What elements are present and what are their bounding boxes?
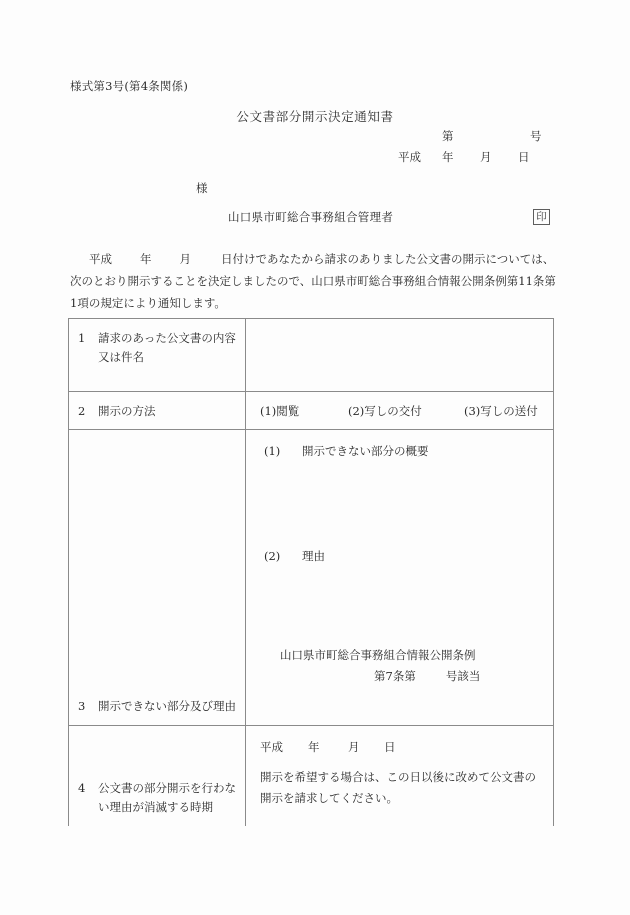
expiry-date-month-unit: 月 <box>348 740 360 754</box>
table-row <box>69 392 554 430</box>
request-date-year-unit: 年 <box>140 252 152 266</box>
disclosure-method-option-2[interactable]: (2)写しの交付 <box>348 404 422 418</box>
disclosure-form-table <box>68 318 554 826</box>
expiry-date-year-unit: 年 <box>308 740 320 754</box>
ordinance-article-suffix: 号該当 <box>445 669 481 683</box>
row3-subitem-2 <box>264 546 543 567</box>
row2-label <box>69 392 245 429</box>
row3-subitem-1-label: 開示できない部分の概要 <box>302 444 429 458</box>
row3-number: 3 <box>78 699 86 713</box>
row4-note <box>260 767 543 809</box>
expiry-date-line <box>260 737 543 758</box>
issue-date-month-unit: 月 <box>480 150 492 164</box>
row4-value-cell <box>246 726 554 827</box>
addressee-honorific: 様 <box>196 181 208 195</box>
form-code: 様式第3号(第4条関係) <box>70 79 189 93</box>
row4-note-line2: 開示を請求してください。 <box>260 791 398 805</box>
row2-number: 2 <box>78 404 86 418</box>
table-row <box>69 430 554 726</box>
disclosure-method-option-3[interactable]: (3)写しの送付 <box>464 404 538 418</box>
row3-subitem-2-label: 理由 <box>302 549 325 563</box>
seal-stamp-icon: 印 <box>533 209 550 225</box>
disclosure-method-options <box>246 392 553 419</box>
row3-value-cell <box>246 430 554 726</box>
row4-label <box>69 769 245 826</box>
body-line3: 条第1項の規定により通知します。 <box>70 274 556 310</box>
row3-label-cell <box>69 430 246 726</box>
row3-subitem-1-entry-area[interactable] <box>264 462 543 546</box>
expiry-date-era: 平成 <box>260 740 283 754</box>
issue-date-year-unit: 年 <box>442 150 454 164</box>
row3-subitem-1 <box>264 441 543 462</box>
body-line2: 次のとおり開示することを決定しましたので、山口県市町総合事務組合情報公開条例第11 <box>70 274 533 288</box>
row3-label-line1: 開示できない部分及び理由 <box>98 699 236 713</box>
table-row <box>69 319 554 392</box>
ordinance-name: 山口県市町総合事務組合情報公開条例 <box>280 648 476 662</box>
row4-label-line1: 公文書の部分開示を行わな <box>98 781 236 795</box>
row4-value <box>246 726 553 819</box>
row4-label-cell <box>69 726 246 827</box>
row1-label-line2: 又は件名 <box>98 350 144 364</box>
request-date-month-unit: 月 <box>179 252 191 266</box>
row3-value <box>246 430 553 697</box>
disclosure-method-option-1[interactable]: (1)閲覧 <box>260 404 300 418</box>
document-number-label: 第 <box>442 129 454 143</box>
row1-number: 1 <box>78 331 86 345</box>
row2-value-cell <box>246 392 554 430</box>
row4-note-line1: 開示を希望する場合は、この日以後に改めて公文書の <box>260 770 536 784</box>
document-meta-block <box>398 128 542 170</box>
expiry-date-day-unit: 日 <box>384 740 396 754</box>
row4-label-line2: い理由が消滅する時期 <box>98 800 213 814</box>
issue-date-day-unit: 日 <box>518 150 530 164</box>
row4-number: 4 <box>78 781 86 795</box>
row1-label <box>69 319 245 375</box>
ordinance-article-prefix: 第7条第 <box>374 669 416 683</box>
table-row <box>69 726 554 827</box>
row3-subitem-1-number: (1) <box>264 444 281 458</box>
document-number-unit: 号 <box>530 129 542 143</box>
body-paragraph <box>70 248 556 314</box>
row2-label-cell <box>69 392 246 430</box>
issue-date-era: 平成 <box>398 150 421 164</box>
row2-label-line1: 開示の方法 <box>98 404 156 418</box>
row3-subitem-2-entry-area[interactable] <box>264 567 543 645</box>
issuer-line <box>228 209 550 225</box>
row1-value <box>246 319 553 340</box>
request-date-era: 平成 <box>89 252 112 266</box>
issuer-name: 山口県市町総合事務組合管理者 <box>228 210 394 224</box>
row3-label <box>69 687 245 725</box>
document-title: 公文書部分開示決定通知書 <box>236 109 394 124</box>
body-line1-tail: 日付けであなたから請求のありました公文書の開示については、 <box>221 252 555 266</box>
row1-label-line1: 請求のあった公文書の内容 <box>98 331 236 345</box>
row1-label-cell <box>69 319 246 392</box>
ordinance-article-line <box>264 666 543 687</box>
document-number-row <box>398 128 542 149</box>
issue-date-row <box>398 149 542 170</box>
row1-value-cell[interactable] <box>246 319 554 392</box>
row3-subitem-2-number: (2) <box>264 549 281 563</box>
